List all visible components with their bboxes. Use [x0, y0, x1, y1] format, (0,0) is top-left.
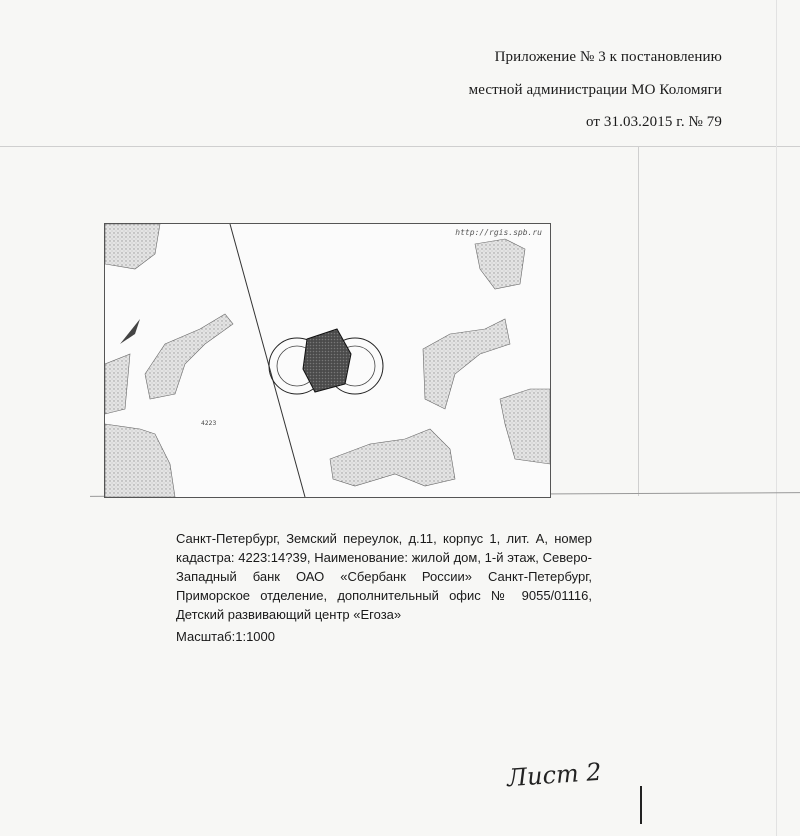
cadastral-map [104, 223, 551, 498]
building-shape [105, 224, 160, 269]
administration-name: местной администрации МО Коломяги [468, 82, 722, 98]
map-drawing [105, 224, 550, 497]
map-source-url: http://rgis.spb.ru [455, 228, 542, 237]
object-description: Санкт-Петербург, Земский переулок, д.11, корпус 1, лит. А, номер кадастра: 4223:14?39, Наименование: жилой дом, 1-й этаж, Северо-Западный банк ОАО «Сбербанк России» Санкт-Петербург, Приморское отделение, дополнительный офис № 9055/01116, Детский развивающий центр «Егоза» [176, 531, 592, 622]
building-shape [120, 319, 140, 344]
scan-border-top [0, 146, 800, 147]
appendix-title: Приложение № 3 к постановлению [494, 49, 722, 65]
building-shape [330, 429, 455, 486]
building-shape [475, 239, 525, 289]
map-parcel-label: 4223 [201, 420, 217, 427]
road-line [230, 224, 305, 497]
building-shape [423, 319, 510, 409]
building-shape [105, 424, 175, 497]
building-shape [145, 314, 233, 399]
margin-mark [640, 786, 642, 824]
resolution-date: от 31.03.2015 г. № 79 [586, 114, 722, 130]
scan-border-right [776, 0, 777, 836]
building-shape [105, 354, 130, 414]
sheet-number: Лист 2 [506, 757, 603, 793]
building-shape [500, 389, 550, 464]
map-scale: Масштаб:1:1000 [176, 629, 275, 644]
scan-border-vertical [638, 146, 639, 496]
target-building [303, 329, 351, 392]
